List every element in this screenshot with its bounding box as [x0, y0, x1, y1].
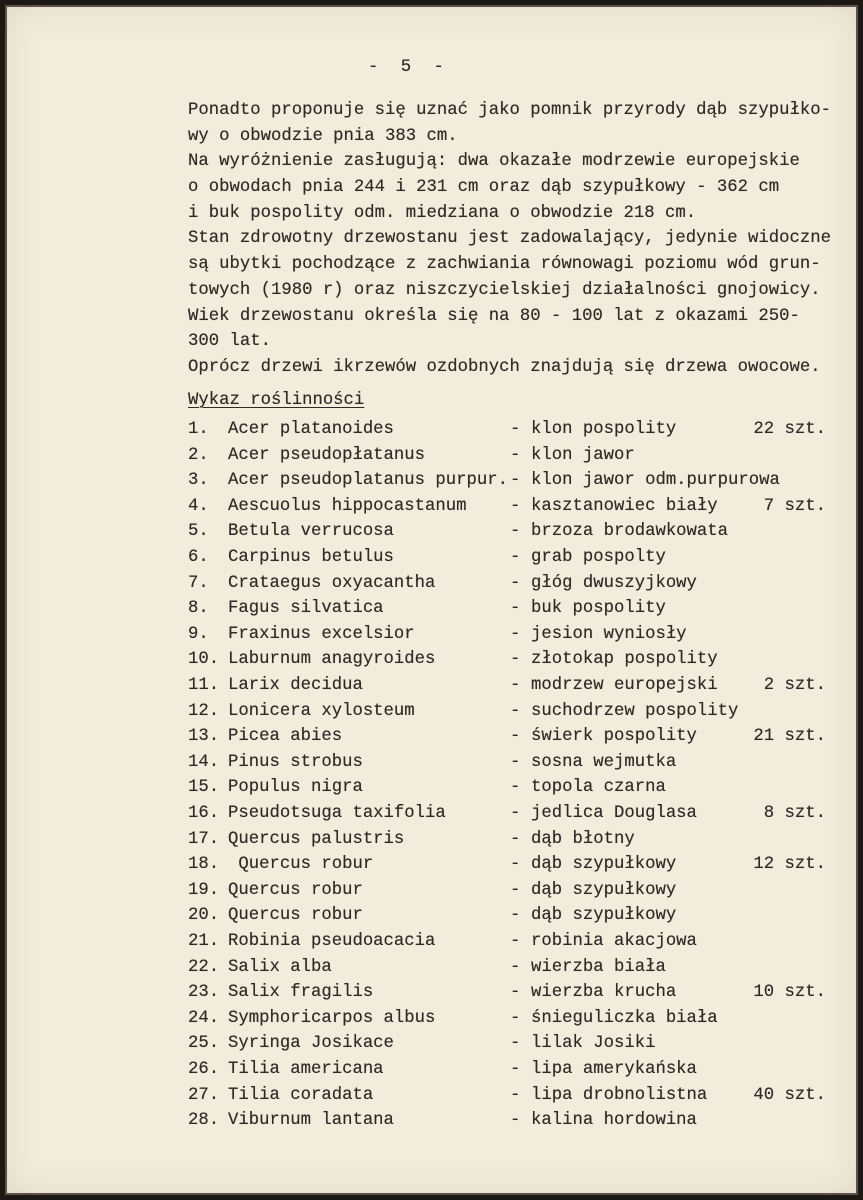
item-number: 1.	[188, 420, 209, 439]
list-item	[0, 673, 863, 699]
item-number: 12.	[188, 701, 220, 721]
item-separator: -	[510, 778, 521, 798]
item-number: 9.	[188, 624, 209, 644]
polish-name: suchodrzew pospolity	[531, 701, 739, 721]
page-number: - 5 -	[368, 58, 444, 77]
list-item	[0, 980, 863, 1006]
polish-name: lipa amerykańska	[531, 1060, 697, 1079]
list-item	[0, 750, 863, 776]
list-item	[0, 903, 863, 929]
polish-name: brzoza brodawkowata	[531, 522, 729, 542]
latin-name: Aescuolus hippocastanum	[228, 496, 467, 516]
polish-name: topola czarna	[531, 778, 666, 798]
plant-list	[0, 417, 863, 1137]
item-separator: -	[510, 599, 521, 619]
item-number: 26.	[188, 1060, 220, 1079]
body-line: Wiek drzewostanu określa się na 80 - 100 lat z okazami 250-	[188, 306, 800, 326]
polish-name: modrzew europejski	[531, 676, 718, 695]
list-item	[0, 801, 863, 827]
item-count: 2 szt.	[763, 676, 826, 695]
item-separator: -	[510, 676, 521, 695]
list-item	[0, 545, 863, 571]
latin-name: Salix alba	[228, 957, 332, 977]
item-separator: -	[510, 932, 521, 951]
list-item	[0, 622, 863, 648]
list-item	[0, 929, 863, 955]
list-item	[0, 1108, 863, 1134]
polish-name: lilak Josiki	[531, 1034, 656, 1054]
polish-name: dąb szypułkowy	[531, 906, 677, 926]
item-number: 8.	[188, 599, 209, 619]
item-number: 10.	[188, 650, 220, 670]
latin-name: Quercus palustris	[228, 829, 405, 849]
body-line: wy o obwodzie pnia 383 cm.	[188, 126, 458, 146]
latin-name: Acer platanoides	[228, 420, 394, 439]
latin-name: Fraxinus excelsior	[228, 624, 415, 644]
latin-name: Viburnum lantana	[228, 1111, 394, 1131]
item-separator: -	[510, 420, 521, 439]
list-item	[0, 699, 863, 725]
item-number: 22.	[188, 957, 220, 977]
latin-name: Betula verrucosa	[228, 522, 394, 542]
item-separator: -	[510, 1034, 521, 1054]
item-separator: -	[510, 855, 521, 875]
polish-name: śnieguliczka biała	[531, 1008, 718, 1028]
latin-name: Tilia coradata	[228, 1085, 374, 1105]
polish-name: wierzba biała	[531, 957, 666, 977]
item-separator: -	[510, 573, 521, 593]
item-number: 19.	[188, 880, 220, 900]
polish-name: jesion wyniosły	[531, 624, 687, 644]
item-number: 27.	[188, 1085, 220, 1105]
latin-name: Acer pseudopłatanus	[228, 445, 426, 465]
polish-name: głóg dwuszyjkowy	[531, 573, 697, 593]
polish-name: jedlica Douglasa	[531, 804, 697, 823]
list-item	[0, 1057, 863, 1083]
list-item	[0, 1083, 863, 1109]
latin-name: Larix decidua	[228, 676, 363, 695]
item-number: 20.	[188, 906, 220, 926]
list-item	[0, 596, 863, 622]
polish-name: dąb szypułkowy	[531, 880, 677, 900]
body-line: o obwodach pnia 244 i 231 cm oraz dąb szypułkowy - 362 cm	[188, 178, 780, 198]
list-item	[0, 647, 863, 673]
latin-name: Fagus silvatica	[228, 599, 384, 619]
polish-name: złotokap pospolity	[531, 650, 718, 670]
body-line: i buk pospolity odm. miedziana o obwodzie 218 cm.	[188, 203, 697, 223]
polish-name: klon jawor odm.purpurowa	[531, 471, 780, 491]
list-item	[0, 468, 863, 494]
item-number: 4.	[188, 496, 209, 516]
item-separator: -	[510, 496, 521, 516]
list-item	[0, 852, 863, 878]
item-number: 17.	[188, 829, 220, 849]
polish-name: świerk pospolity	[531, 727, 697, 747]
body-line: Oprócz drzewi ikrzewów ozdobnych znajdują się drzewa owocowe.	[188, 357, 821, 377]
item-number: 16.	[188, 804, 220, 823]
item-count: 8 szt.	[763, 804, 826, 823]
latin-name: Pseudotsuga taxifolia	[228, 804, 446, 823]
latin-name: Quercus robur	[228, 880, 363, 900]
item-separator: -	[510, 1008, 521, 1028]
list-item	[0, 494, 863, 520]
list-item	[0, 775, 863, 801]
list-item	[0, 724, 863, 750]
item-separator: -	[510, 727, 521, 747]
latin-name: Quercus robur	[228, 855, 374, 875]
body-line: 300 lat.	[188, 332, 271, 352]
list-item	[0, 1006, 863, 1032]
body-line: Ponadto proponuje się uznać jako pomnik przyrody dąb szypułko-	[188, 101, 831, 120]
item-number: 14.	[188, 752, 220, 772]
latin-name: Robinia pseudoacacia	[228, 932, 436, 951]
item-count: 12 szt.	[753, 855, 826, 875]
list-item	[0, 519, 863, 545]
list-heading: Wykaz roślinności	[188, 391, 365, 410]
item-separator: -	[510, 983, 521, 1003]
item-count: 22 szt.	[753, 420, 826, 439]
polish-name: sosna wejmutka	[531, 752, 677, 772]
polish-name: kasztanowiec biały	[531, 496, 718, 516]
latin-name: Pinus strobus	[228, 752, 363, 772]
item-number: 23.	[188, 983, 220, 1003]
list-item	[0, 1031, 863, 1057]
body-line: są ubytki pochodzące z zachwiania równowagi poziomu wód grun-	[188, 255, 821, 275]
item-separator: -	[510, 445, 521, 465]
item-separator: -	[510, 1060, 521, 1079]
polish-name: kalina hordowina	[531, 1111, 697, 1131]
item-number: 18.	[188, 855, 220, 875]
item-number: 28.	[188, 1111, 220, 1131]
item-separator: -	[510, 957, 521, 977]
item-separator: -	[510, 829, 521, 849]
polish-name: lipa drobnolistna	[531, 1085, 708, 1105]
polish-name: dąb błotny	[531, 829, 635, 849]
polish-name: klon jawor	[531, 445, 635, 465]
item-number: 24.	[188, 1008, 220, 1028]
latin-name: Syringa Josikace	[228, 1034, 394, 1054]
latin-name: Lonicera xylosteum	[228, 701, 415, 721]
polish-name: klon pospolity	[531, 420, 677, 439]
polish-name: grab pospolty	[531, 548, 666, 567]
latin-name: Crataegus oxyacantha	[228, 573, 436, 593]
item-separator: -	[510, 804, 521, 823]
item-separator: -	[510, 752, 521, 772]
latin-name: Salix fragilis	[228, 983, 374, 1003]
body-line: Na wyróżnienie zasługują: dwa okazałe modrzewie europejskie	[188, 152, 800, 172]
item-number: 6.	[188, 548, 209, 567]
item-separator: -	[510, 880, 521, 900]
latin-name: Symphoricarpos albus	[228, 1008, 436, 1028]
item-separator: -	[510, 471, 521, 491]
item-count: 40 szt.	[753, 1085, 826, 1105]
list-item	[0, 571, 863, 597]
polish-name: robinia akacjowa	[531, 932, 697, 951]
item-separator: -	[510, 548, 521, 567]
latin-name: Acer pseudoplatanus purpur.	[228, 471, 509, 491]
polish-name: wierzba krucha	[531, 983, 677, 1003]
item-number: 2.	[188, 445, 209, 465]
latin-name: Populus nigra	[228, 778, 363, 798]
item-number: 15.	[188, 778, 220, 798]
latin-name: Tilia americana	[228, 1060, 384, 1079]
item-count: 7 szt.	[763, 496, 826, 516]
item-number: 25.	[188, 1034, 220, 1054]
item-count: 10 szt.	[753, 983, 826, 1003]
latin-name: Picea abies	[228, 727, 343, 747]
item-separator: -	[510, 906, 521, 926]
latin-name: Carpinus betulus	[228, 548, 394, 567]
item-separator: -	[510, 650, 521, 670]
item-number: 7.	[188, 573, 209, 593]
item-separator: -	[510, 624, 521, 644]
list-item	[0, 443, 863, 469]
polish-name: buk pospolity	[531, 599, 666, 619]
item-count: 21 szt.	[753, 727, 826, 747]
item-number: 13.	[188, 727, 220, 747]
item-separator: -	[510, 522, 521, 542]
item-number: 21.	[188, 932, 220, 951]
body-paragraph	[188, 98, 853, 381]
item-number: 5.	[188, 522, 209, 542]
latin-name: Laburnum anagyroides	[228, 650, 436, 670]
list-item	[0, 955, 863, 981]
item-separator: -	[510, 1111, 521, 1131]
item-separator: -	[510, 1085, 521, 1105]
item-number: 11.	[188, 676, 220, 695]
body-line: towych (1980 r) oraz niszczycielskiej działalności gnojowicy.	[188, 280, 821, 300]
list-item	[0, 417, 863, 443]
list-item	[0, 878, 863, 904]
body-line: Stan zdrowotny drzewostanu jest zadowalający, jedynie widoczne	[188, 229, 831, 249]
latin-name: Quercus robur	[228, 906, 363, 926]
item-number: 3.	[188, 471, 209, 491]
polish-name: dąb szypułkowy	[531, 855, 677, 875]
item-separator: -	[510, 701, 521, 721]
list-item	[0, 827, 863, 853]
